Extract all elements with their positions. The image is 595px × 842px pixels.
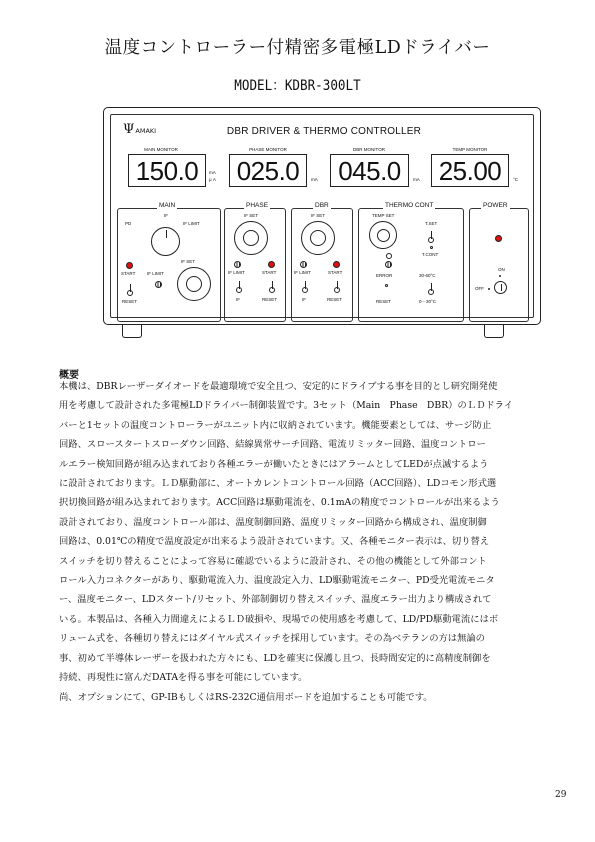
brand-name: AMAKI xyxy=(135,127,157,135)
phase-if-set-knob[interactable] xyxy=(234,221,268,255)
phase-if-toggle[interactable] xyxy=(236,287,242,293)
phase-start-led xyxy=(268,261,275,268)
thermo-temp-set-label: TEMP SET xyxy=(372,213,395,218)
knob-inner-ring xyxy=(243,230,259,246)
dbr-monitor-display: 045.0 xyxy=(330,154,409,187)
dbr-start-label: START xyxy=(328,270,343,275)
body-line: ロール入力コネクターがあり、駆動電流入力、温度設定入力、LD駆動電流モニター、PD受光電流モニタ xyxy=(59,575,495,587)
phase-monitor-unit: mA xyxy=(311,177,318,182)
dbr-if-limit-label: IF LIMIT xyxy=(294,270,311,275)
body-line: いる。本製品は、各種入力間違えによるＬＤ破損や、現場での使用感を考慮して、LD/PD駆動電流にはボ xyxy=(59,613,499,625)
main-start-label: START xyxy=(121,271,136,276)
body-line: 持続、再現性に富んだDATAを得る事を可能にしています。 xyxy=(59,672,308,684)
dbr-monitor-unit: mA xyxy=(413,177,420,182)
main-if-limit2-label: IF LIMIT xyxy=(147,271,164,276)
main-monitor-unit-alt: μ A xyxy=(209,177,216,182)
main-start-led xyxy=(126,262,133,269)
power-off-dot xyxy=(488,288,490,290)
dbr-if-limit-trimmer[interactable] xyxy=(300,261,307,268)
knob-inner-ring xyxy=(186,276,202,292)
body-line: 択切換回路が組み込まれております。ACC回路は駆動電流を、0.1mAの精度でコントロールが出来るよう xyxy=(59,497,500,509)
body-line: 本機は、DBRレーザーダイオードを最適環境で安全且つ、安定的にドライブする事を目的とし研究開発使 xyxy=(59,381,498,392)
device-front-panel xyxy=(103,107,541,325)
main-section-title: MAIN xyxy=(159,202,176,209)
knob-inner-ring xyxy=(310,230,326,246)
phase-monitor-display: 025.0 xyxy=(229,154,307,187)
body-line: ルエラー検知回路が組み込まれており各種エラーが働いたときにはアラームとしてLEDが点滅するよう xyxy=(59,458,489,470)
phase-if-set-label: IF SET xyxy=(244,213,259,218)
dbr-monitor-label: DBR MONITOR xyxy=(353,147,385,152)
power-on-label: ON xyxy=(498,267,505,272)
thermo-error-led xyxy=(385,284,388,287)
thermo-reset-label: RESET xyxy=(376,299,392,304)
main-mode-selector-knob[interactable] xyxy=(151,227,180,256)
temp-monitor-display: 25.00 xyxy=(431,154,509,187)
thermo-range-high-label: 30-60°C xyxy=(419,273,436,278)
body-line: ー、温度モニター、LDスタート/リセット、外部制御切り替えスイッチ、温度エラー出力より構成されて xyxy=(59,594,492,606)
power-switch-button[interactable] xyxy=(494,281,507,294)
phase-start-label: START xyxy=(262,270,277,275)
knob-pointer xyxy=(166,230,167,238)
psi-logo-icon: Ψ xyxy=(123,122,135,137)
power-section xyxy=(469,208,529,322)
thermo-indicator-dot xyxy=(430,246,433,249)
power-off-label: OFF xyxy=(475,286,484,291)
body-line: 設計されており、温度コントロール部は、温度制御回路、温度リミッター回路から構成され、温度制御 xyxy=(59,516,487,528)
main-if-set-label: IF SET xyxy=(181,259,196,264)
dbr-if-label: IF xyxy=(302,297,306,302)
body-paragraph xyxy=(59,377,539,707)
knob-inner-ring xyxy=(377,229,390,242)
thermo-section-title: THERMO CONT xyxy=(385,202,434,209)
dbr-reset-label: RESET xyxy=(327,297,343,302)
thermo-t-set-label: T.SET xyxy=(425,221,438,226)
temp-monitor-label: TEMP MONITOR xyxy=(452,147,488,152)
section-heading: 概要 xyxy=(59,370,79,381)
main-monitor-unit: mA xyxy=(209,170,216,175)
power-on-dot xyxy=(499,275,501,277)
body-line: 事、初めて半導体レーザーを扱われた方々にも、LDを確実に保護し且つ、長時間安定的に高精度制御を xyxy=(59,652,491,664)
phase-start-toggle[interactable] xyxy=(269,287,275,293)
dbr-start-toggle[interactable] xyxy=(334,287,340,293)
power-section-title: POWER xyxy=(483,202,508,209)
thermo-error-label: ERROR xyxy=(376,273,393,278)
model-line: MODEL：KDBR-300LT xyxy=(234,78,361,94)
main-if-limit-trimmer[interactable] xyxy=(155,281,162,288)
main-reset-label: RESET xyxy=(122,299,138,304)
main-if-limit-label: IF LIMIT xyxy=(183,221,200,226)
thermo-range-low-label: 0－30°C xyxy=(419,299,437,304)
phase-if-limit-label: IF LIMIT xyxy=(228,270,245,275)
device-foot-left xyxy=(122,324,142,338)
dbr-if-set-knob[interactable] xyxy=(301,221,335,255)
thermo-mode-toggle[interactable] xyxy=(428,237,434,243)
dbr-if-toggle[interactable] xyxy=(302,287,308,293)
power-led xyxy=(495,235,502,242)
thermo-knob-indicator xyxy=(386,253,392,259)
main-start-toggle[interactable] xyxy=(127,290,133,296)
thermo-t-cont-label: T.CONT xyxy=(422,252,439,257)
body-line: リューム式を、各種切り替えにはダイヤル式スイッチを採用しています。その為ベテランの方は無論の xyxy=(59,633,485,645)
temp-monitor-unit: °C xyxy=(513,177,519,182)
body-line: に設計されております。ＬＤ駆動部に、オートカレントコントロール回路（ACC回路）、LDコモン形式選 xyxy=(59,478,497,490)
body-line: 用を考慮して設計された多電極LDドライバー制御装置です。3セット（Main Phase DBR）のＬＤドライ xyxy=(59,400,514,412)
body-line: 尚、オプションにて、GP-IBもしくはRS-232C通信用ボードを追加することも可能です。 xyxy=(59,691,433,703)
body-line: 回路、スロースタートスローダウン回路、結線異常サーチ回路、電流リミッター回路、温度コントロー xyxy=(59,439,486,451)
thermo-range-toggle[interactable] xyxy=(428,289,434,295)
main-monitor-label: MAIN MONITOR xyxy=(144,147,178,152)
panel-title: DBR DRIVER & THERMO CONTROLLER xyxy=(226,126,422,137)
thermo-trimmer[interactable] xyxy=(385,261,392,268)
phase-monitor-label: PHASE MONITOR xyxy=(249,147,287,152)
body-line: バーと1セットの温度コントローラーがユニット内に収納されています。機能要素としては、サージ防止 xyxy=(59,419,492,431)
phase-if-label: IF xyxy=(236,297,240,302)
device-panel-frame xyxy=(110,114,534,318)
main-if-set-knob[interactable] xyxy=(177,267,211,301)
body-line: スイッチを切り替えることによって容易に確認でいるように設計され、その他の機能として外部コント xyxy=(59,555,487,567)
phase-reset-label: RESET xyxy=(262,297,278,302)
device-foot-right xyxy=(484,324,504,338)
main-monitor-display: 150.0 xyxy=(128,154,206,187)
dbr-section-title: DBR xyxy=(315,202,329,209)
page-number: 29 xyxy=(555,790,567,800)
main-if-label: IF xyxy=(164,213,168,218)
phase-section-title: PHASE xyxy=(246,202,269,209)
brand-logo xyxy=(123,124,156,135)
body-line: 回路は、0.01℃の精度で温度設定が出来るよう設計されています。又、各種モニター表示は、切り替え xyxy=(59,536,490,548)
main-pd-label: PD xyxy=(125,221,132,226)
page-title: 温度コントローラー付精密多電極LDドライバー xyxy=(104,38,491,58)
dbr-if-set-label: IF SET xyxy=(311,213,326,218)
thermo-temp-set-knob[interactable] xyxy=(369,221,397,249)
dbr-start-led xyxy=(333,261,340,268)
phase-if-limit-trimmer[interactable] xyxy=(234,261,241,268)
